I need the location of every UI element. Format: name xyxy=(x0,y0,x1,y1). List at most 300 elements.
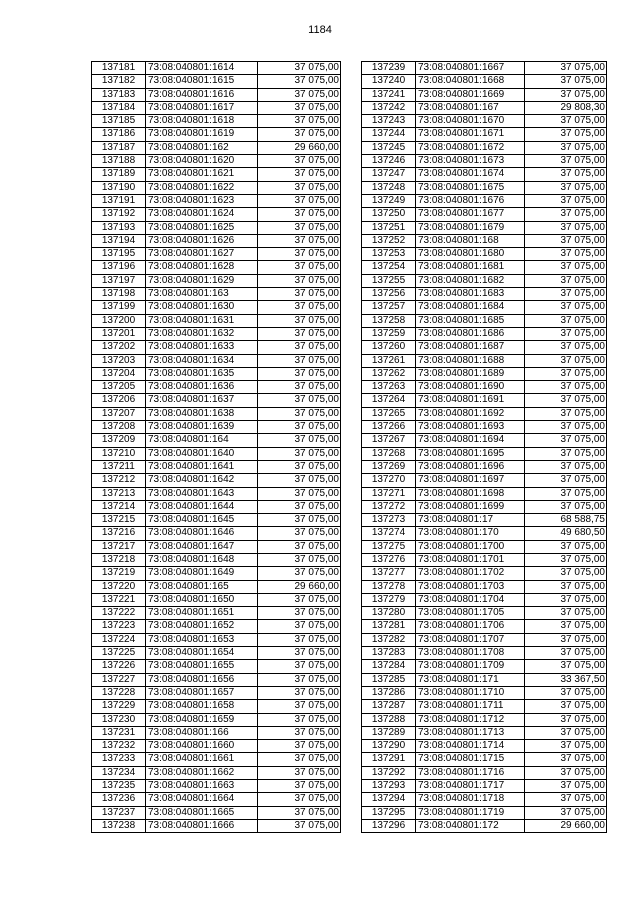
row-number: 137222 xyxy=(92,607,146,620)
value-cell: 37 075,00 xyxy=(258,806,341,819)
table-row xyxy=(92,62,341,75)
table-row xyxy=(362,407,607,420)
table-row xyxy=(92,101,341,114)
row-number: 137230 xyxy=(92,713,146,726)
table-row xyxy=(92,327,341,340)
row-number: 137213 xyxy=(92,487,146,500)
row-number: 137295 xyxy=(362,806,416,819)
table-row xyxy=(362,819,607,832)
cadastral-number: 73:08:040801:1719 xyxy=(416,806,525,819)
value-cell: 37 075,00 xyxy=(258,101,341,114)
row-number: 137267 xyxy=(362,434,416,447)
table-row xyxy=(362,780,607,793)
cadastral-number: 73:08:040801:1676 xyxy=(416,194,525,207)
table-row xyxy=(362,527,607,540)
cadastral-number: 73:08:040801:1630 xyxy=(146,301,258,314)
cadastral-number: 73:08:040801:1631 xyxy=(146,314,258,327)
row-number: 137279 xyxy=(362,593,416,606)
row-number: 137231 xyxy=(92,726,146,739)
row-number: 137293 xyxy=(362,780,416,793)
value-cell: 37 075,00 xyxy=(258,367,341,380)
row-number: 137277 xyxy=(362,567,416,580)
row-number: 137237 xyxy=(92,806,146,819)
value-cell: 37 075,00 xyxy=(525,753,607,766)
row-number: 137242 xyxy=(362,101,416,114)
row-number: 137199 xyxy=(92,301,146,314)
cadastral-number: 73:08:040801:1634 xyxy=(146,354,258,367)
value-cell: 37 075,00 xyxy=(525,487,607,500)
value-cell: 37 075,00 xyxy=(258,288,341,301)
cadastral-number: 73:08:040801:165 xyxy=(146,580,258,593)
left-table xyxy=(91,61,341,833)
table-row xyxy=(92,288,341,301)
cadastral-number: 73:08:040801:1711 xyxy=(416,700,525,713)
row-number: 137228 xyxy=(92,686,146,699)
value-cell: 37 075,00 xyxy=(525,580,607,593)
value-cell: 37 075,00 xyxy=(258,62,341,75)
table-row xyxy=(92,819,341,832)
value-cell: 37 075,00 xyxy=(258,567,341,580)
cadastral-number: 73:08:040801:1701 xyxy=(416,553,525,566)
value-cell: 37 075,00 xyxy=(525,660,607,673)
cadastral-number: 73:08:040801:1705 xyxy=(416,607,525,620)
value-cell: 37 075,00 xyxy=(525,381,607,394)
cadastral-number: 73:08:040801:1694 xyxy=(416,434,525,447)
table-row xyxy=(92,301,341,314)
table-row xyxy=(92,660,341,673)
row-number: 137245 xyxy=(362,141,416,154)
table-row xyxy=(362,354,607,367)
row-number: 137257 xyxy=(362,301,416,314)
cadastral-number: 73:08:040801:1637 xyxy=(146,394,258,407)
cadastral-number: 73:08:040801:1679 xyxy=(416,221,525,234)
table-row xyxy=(362,713,607,726)
row-number: 137252 xyxy=(362,234,416,247)
table-row xyxy=(362,314,607,327)
table-row xyxy=(92,181,341,194)
value-cell: 37 075,00 xyxy=(525,181,607,194)
row-number: 137207 xyxy=(92,407,146,420)
table-row xyxy=(362,673,607,686)
cadastral-number: 73:08:040801:1670 xyxy=(416,115,525,128)
row-number: 137294 xyxy=(362,793,416,806)
row-number: 137264 xyxy=(362,394,416,407)
cadastral-number: 73:08:040801:1691 xyxy=(416,394,525,407)
cadastral-number: 73:08:040801:1622 xyxy=(146,181,258,194)
value-cell: 37 075,00 xyxy=(258,221,341,234)
cadastral-number: 73:08:040801:1647 xyxy=(146,540,258,553)
cadastral-number: 73:08:040801:1688 xyxy=(416,354,525,367)
table-row xyxy=(92,367,341,380)
cadastral-number: 73:08:040801:1677 xyxy=(416,208,525,221)
row-number: 137219 xyxy=(92,567,146,580)
cadastral-number: 73:08:040801:1696 xyxy=(416,460,525,473)
cadastral-number: 73:08:040801:1682 xyxy=(416,274,525,287)
row-number: 137209 xyxy=(92,434,146,447)
table-row xyxy=(362,194,607,207)
table-row xyxy=(92,434,341,447)
value-cell: 37 075,00 xyxy=(525,274,607,287)
row-number: 137223 xyxy=(92,620,146,633)
row-number: 137269 xyxy=(362,460,416,473)
cadastral-number: 73:08:040801:1642 xyxy=(146,474,258,487)
cadastral-number: 73:08:040801:1698 xyxy=(416,487,525,500)
row-number: 137284 xyxy=(362,660,416,673)
table-row xyxy=(362,367,607,380)
value-cell: 37 075,00 xyxy=(525,141,607,154)
cadastral-number: 73:08:040801:1695 xyxy=(416,447,525,460)
value-cell: 37 075,00 xyxy=(525,421,607,434)
value-cell: 37 075,00 xyxy=(525,740,607,753)
value-cell: 37 075,00 xyxy=(525,806,607,819)
value-cell: 37 075,00 xyxy=(525,700,607,713)
table-row xyxy=(362,208,607,221)
value-cell: 33 367,50 xyxy=(525,673,607,686)
row-number: 137216 xyxy=(92,527,146,540)
value-cell: 29 660,00 xyxy=(258,580,341,593)
value-cell: 37 075,00 xyxy=(258,647,341,660)
table-row xyxy=(362,686,607,699)
value-cell: 37 075,00 xyxy=(258,421,341,434)
value-cell: 37 075,00 xyxy=(525,128,607,141)
row-number: 137198 xyxy=(92,288,146,301)
value-cell: 37 075,00 xyxy=(258,487,341,500)
value-cell: 37 075,00 xyxy=(258,514,341,527)
row-number: 137236 xyxy=(92,793,146,806)
row-number: 137286 xyxy=(362,686,416,699)
row-number: 137281 xyxy=(362,620,416,633)
cadastral-number: 73:08:040801:1709 xyxy=(416,660,525,673)
table-row xyxy=(362,620,607,633)
table-row xyxy=(362,660,607,673)
row-number: 137235 xyxy=(92,780,146,793)
cadastral-number: 73:08:040801:1681 xyxy=(416,261,525,274)
row-number: 137282 xyxy=(362,633,416,646)
table-row xyxy=(92,607,341,620)
row-number: 137271 xyxy=(362,487,416,500)
table-row xyxy=(92,407,341,420)
page-number: 1184 xyxy=(308,24,332,36)
value-cell: 37 075,00 xyxy=(258,394,341,407)
value-cell: 37 075,00 xyxy=(258,274,341,287)
cadastral-number: 73:08:040801:1621 xyxy=(146,168,258,181)
row-number: 137218 xyxy=(92,553,146,566)
row-number: 137285 xyxy=(362,673,416,686)
row-number: 137194 xyxy=(92,234,146,247)
row-number: 137266 xyxy=(362,421,416,434)
table-row xyxy=(362,753,607,766)
row-number: 137258 xyxy=(362,314,416,327)
cadastral-number: 73:08:040801:1671 xyxy=(416,128,525,141)
value-cell: 37 075,00 xyxy=(258,208,341,221)
row-number: 137292 xyxy=(362,766,416,779)
value-cell: 37 075,00 xyxy=(525,301,607,314)
cadastral-number: 73:08:040801:1620 xyxy=(146,155,258,168)
table-row xyxy=(92,527,341,540)
cadastral-number: 73:08:040801:1662 xyxy=(146,766,258,779)
table-row xyxy=(362,593,607,606)
row-number: 137229 xyxy=(92,700,146,713)
cadastral-number: 73:08:040801:1644 xyxy=(146,500,258,513)
row-number: 137268 xyxy=(362,447,416,460)
cadastral-number: 73:08:040801:1624 xyxy=(146,208,258,221)
value-cell: 37 075,00 xyxy=(258,194,341,207)
table-row xyxy=(92,793,341,806)
table-row xyxy=(92,155,341,168)
left-table-body xyxy=(92,62,341,833)
table-row xyxy=(362,607,607,620)
table-row xyxy=(362,447,607,460)
value-cell: 37 075,00 xyxy=(525,341,607,354)
cadastral-number: 73:08:040801:1689 xyxy=(416,367,525,380)
table-row xyxy=(362,700,607,713)
value-cell: 37 075,00 xyxy=(525,620,607,633)
table-row xyxy=(362,62,607,75)
value-cell: 37 075,00 xyxy=(525,567,607,580)
cadastral-number: 73:08:040801:1633 xyxy=(146,341,258,354)
cadastral-number: 73:08:040801:1640 xyxy=(146,447,258,460)
cadastral-number: 73:08:040801:1690 xyxy=(416,381,525,394)
cadastral-number: 73:08:040801:1659 xyxy=(146,713,258,726)
value-cell: 37 075,00 xyxy=(258,607,341,620)
table-row xyxy=(92,75,341,88)
row-number: 137206 xyxy=(92,394,146,407)
row-number: 137254 xyxy=(362,261,416,274)
cadastral-number: 73:08:040801:1683 xyxy=(416,288,525,301)
value-cell: 37 075,00 xyxy=(258,301,341,314)
value-cell: 49 680,50 xyxy=(525,527,607,540)
value-cell: 37 075,00 xyxy=(525,194,607,207)
cadastral-number: 73:08:040801:1649 xyxy=(146,567,258,580)
cadastral-number: 73:08:040801:1673 xyxy=(416,155,525,168)
table-row xyxy=(92,686,341,699)
cadastral-number: 73:08:040801:1713 xyxy=(416,726,525,739)
cadastral-number: 73:08:040801:1632 xyxy=(146,327,258,340)
row-number: 137265 xyxy=(362,407,416,420)
row-number: 137240 xyxy=(362,75,416,88)
row-number: 137227 xyxy=(92,673,146,686)
row-number: 137246 xyxy=(362,155,416,168)
value-cell: 37 075,00 xyxy=(258,314,341,327)
table-row xyxy=(92,421,341,434)
value-cell: 37 075,00 xyxy=(525,115,607,128)
cadastral-number: 73:08:040801:1635 xyxy=(146,367,258,380)
row-number: 137238 xyxy=(92,819,146,832)
cadastral-number: 73:08:040801:168 xyxy=(416,234,525,247)
value-cell: 37 075,00 xyxy=(258,740,341,753)
cadastral-number: 73:08:040801:1706 xyxy=(416,620,525,633)
cadastral-number: 73:08:040801:1641 xyxy=(146,460,258,473)
value-cell: 37 075,00 xyxy=(525,168,607,181)
row-number: 137203 xyxy=(92,354,146,367)
row-number: 137290 xyxy=(362,740,416,753)
row-number: 137202 xyxy=(92,341,146,354)
value-cell: 37 075,00 xyxy=(525,647,607,660)
value-cell: 37 075,00 xyxy=(525,62,607,75)
cadastral-number: 73:08:040801:1655 xyxy=(146,660,258,673)
value-cell: 37 075,00 xyxy=(525,314,607,327)
value-cell: 37 075,00 xyxy=(258,447,341,460)
cadastral-number: 73:08:040801:17 xyxy=(416,514,525,527)
value-cell: 37 075,00 xyxy=(525,780,607,793)
cadastral-number: 73:08:040801:1639 xyxy=(146,421,258,434)
cadastral-number: 73:08:040801:1618 xyxy=(146,115,258,128)
row-number: 137243 xyxy=(362,115,416,128)
table-row xyxy=(92,381,341,394)
table-row xyxy=(362,221,607,234)
value-cell: 37 075,00 xyxy=(258,540,341,553)
row-number: 137255 xyxy=(362,274,416,287)
row-number: 137274 xyxy=(362,527,416,540)
row-number: 137233 xyxy=(92,753,146,766)
table-row xyxy=(92,780,341,793)
row-number: 137288 xyxy=(362,713,416,726)
cadastral-number: 73:08:040801:1646 xyxy=(146,527,258,540)
value-cell: 29 660,00 xyxy=(525,819,607,832)
value-cell: 37 075,00 xyxy=(525,434,607,447)
cadastral-number: 73:08:040801:1684 xyxy=(416,301,525,314)
value-cell: 37 075,00 xyxy=(258,527,341,540)
table-row xyxy=(92,647,341,660)
value-cell: 37 075,00 xyxy=(258,75,341,88)
row-number: 137287 xyxy=(362,700,416,713)
row-number: 137210 xyxy=(92,447,146,460)
value-cell: 37 075,00 xyxy=(525,500,607,513)
cadastral-number: 73:08:040801:166 xyxy=(146,726,258,739)
value-cell: 68 588,75 xyxy=(525,514,607,527)
table-row xyxy=(362,740,607,753)
table-row xyxy=(92,673,341,686)
value-cell: 37 075,00 xyxy=(525,686,607,699)
cadastral-number: 73:08:040801:1616 xyxy=(146,88,258,101)
table-row xyxy=(362,474,607,487)
value-cell: 37 075,00 xyxy=(258,553,341,566)
table-row xyxy=(92,553,341,566)
cadastral-number: 73:08:040801:1623 xyxy=(146,194,258,207)
table-row xyxy=(362,766,607,779)
row-number: 137272 xyxy=(362,500,416,513)
row-number: 137275 xyxy=(362,540,416,553)
table-row xyxy=(362,181,607,194)
cadastral-number: 73:08:040801:1636 xyxy=(146,381,258,394)
value-cell: 37 075,00 xyxy=(525,540,607,553)
row-number: 137201 xyxy=(92,327,146,340)
cadastral-number: 73:08:040801:1718 xyxy=(416,793,525,806)
value-cell: 37 075,00 xyxy=(258,500,341,513)
row-number: 137249 xyxy=(362,194,416,207)
row-number: 137241 xyxy=(362,88,416,101)
cadastral-number: 73:08:040801:1626 xyxy=(146,234,258,247)
value-cell: 37 075,00 xyxy=(258,633,341,646)
table-row xyxy=(92,274,341,287)
cadastral-number: 73:08:040801:1651 xyxy=(146,607,258,620)
value-cell: 37 075,00 xyxy=(258,713,341,726)
value-cell: 37 075,00 xyxy=(525,460,607,473)
value-cell: 37 075,00 xyxy=(258,819,341,832)
table-row xyxy=(362,274,607,287)
cadastral-number: 73:08:040801:1663 xyxy=(146,780,258,793)
table-row xyxy=(92,194,341,207)
row-number: 137296 xyxy=(362,819,416,832)
cadastral-number: 73:08:040801:1658 xyxy=(146,700,258,713)
value-cell: 37 075,00 xyxy=(525,407,607,420)
row-number: 137215 xyxy=(92,514,146,527)
row-number: 137212 xyxy=(92,474,146,487)
row-number: 137185 xyxy=(92,115,146,128)
table-row xyxy=(362,301,607,314)
value-cell: 37 075,00 xyxy=(525,633,607,646)
row-number: 137187 xyxy=(92,141,146,154)
table-row xyxy=(362,793,607,806)
cadastral-number: 73:08:040801:1615 xyxy=(146,75,258,88)
table-row xyxy=(92,314,341,327)
row-number: 137205 xyxy=(92,381,146,394)
value-cell: 37 075,00 xyxy=(525,607,607,620)
row-number: 137191 xyxy=(92,194,146,207)
table-row xyxy=(362,580,607,593)
cadastral-number: 73:08:040801:1625 xyxy=(146,221,258,234)
row-number: 137188 xyxy=(92,155,146,168)
cadastral-number: 73:08:040801:1716 xyxy=(416,766,525,779)
table-row xyxy=(362,540,607,553)
row-number: 137261 xyxy=(362,354,416,367)
table-row xyxy=(92,341,341,354)
value-cell: 37 075,00 xyxy=(525,447,607,460)
row-number: 137273 xyxy=(362,514,416,527)
cadastral-number: 73:08:040801:1643 xyxy=(146,487,258,500)
value-cell: 37 075,00 xyxy=(258,753,341,766)
table-row xyxy=(362,141,607,154)
value-cell: 37 075,00 xyxy=(258,128,341,141)
cadastral-number: 73:08:040801:1645 xyxy=(146,514,258,527)
value-cell: 37 075,00 xyxy=(258,407,341,420)
value-cell: 37 075,00 xyxy=(258,460,341,473)
table-row xyxy=(362,115,607,128)
table-row xyxy=(362,487,607,500)
value-cell: 37 075,00 xyxy=(525,367,607,380)
table-row xyxy=(92,487,341,500)
row-number: 137250 xyxy=(362,208,416,221)
cadastral-number: 73:08:040801:162 xyxy=(146,141,258,154)
row-number: 137196 xyxy=(92,261,146,274)
row-number: 137195 xyxy=(92,248,146,261)
cadastral-number: 73:08:040801:1707 xyxy=(416,633,525,646)
value-cell: 37 075,00 xyxy=(258,620,341,633)
row-number: 137181 xyxy=(92,62,146,75)
value-cell: 37 075,00 xyxy=(525,288,607,301)
row-number: 137289 xyxy=(362,726,416,739)
row-number: 137256 xyxy=(362,288,416,301)
value-cell: 37 075,00 xyxy=(525,553,607,566)
row-number: 137186 xyxy=(92,128,146,141)
cadastral-number: 73:08:040801:1686 xyxy=(416,327,525,340)
table-row xyxy=(362,128,607,141)
row-number: 137262 xyxy=(362,367,416,380)
cadastral-number: 73:08:040801:1704 xyxy=(416,593,525,606)
right-table-body xyxy=(362,62,607,833)
table-row xyxy=(92,633,341,646)
value-cell: 37 075,00 xyxy=(525,394,607,407)
table-row xyxy=(92,500,341,513)
cadastral-number: 73:08:040801:1675 xyxy=(416,181,525,194)
table-row xyxy=(92,221,341,234)
value-cell: 37 075,00 xyxy=(525,208,607,221)
cadastral-number: 73:08:040801:164 xyxy=(146,434,258,447)
row-number: 137189 xyxy=(92,168,146,181)
table-row xyxy=(362,553,607,566)
value-cell: 37 075,00 xyxy=(258,660,341,673)
cadastral-number: 73:08:040801:1717 xyxy=(416,780,525,793)
